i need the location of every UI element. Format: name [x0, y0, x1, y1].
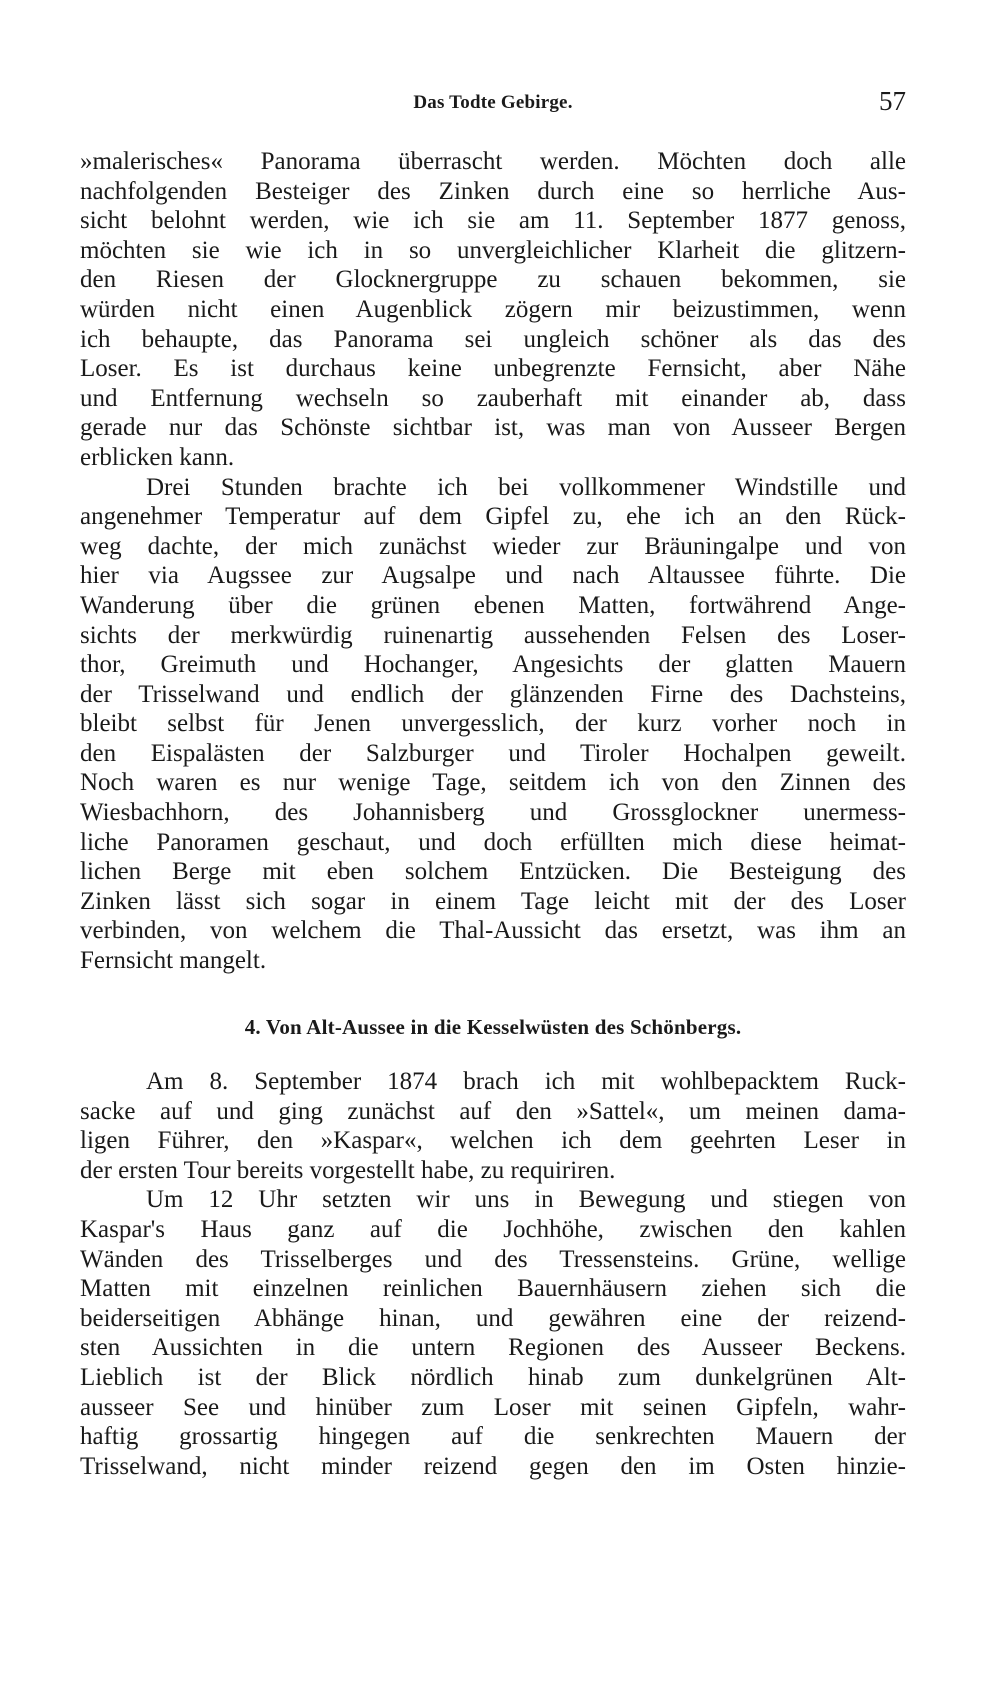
text-line: der Trisselwand und endlich der glänzenden Firne des Dachsteins, [80, 680, 906, 708]
text-line: hier via Augssee zur Augsalpe und nach Altaussee führte. Die [80, 562, 906, 590]
text-line: sicht belohnt werden, wie ich sie am 11. September 1877 genoss, [80, 207, 906, 235]
text-line: Wiesbachhorn, des Johannisberg und Grossglockner unermess- [80, 799, 906, 827]
text-line: weg dachte, der mich zunächst wieder zur Bräuningalpe und von [80, 532, 906, 560]
text-line: »malerisches« Panorama überrascht werden. Möchten doch alle [80, 148, 906, 175]
text-line: sichts der merkwürdig ruinenartig aussehenden Felsen des Loser- [80, 621, 906, 649]
text-line: möchten sie wie ich in so unvergleichlicher Klarheit die glitzern- [80, 236, 906, 264]
text-line: erblicken kann. [80, 443, 235, 471]
body-text-section-2 [80, 1067, 906, 1481]
text-line: Lieblich ist der Blick nördlich hinab zum dunkelgrünen Alt- [80, 1363, 906, 1391]
text-line: beiderseitigen Abhänge hinan, und gewähren eine der reizend- [80, 1304, 906, 1332]
page-number: 57 [879, 86, 906, 116]
text-line: haftig grossartig hingegen auf die senkrechten Mauern der [80, 1423, 906, 1451]
text-line: lichen Berge mit eben solchem Entzücken. Die Besteigung des [80, 858, 906, 886]
text-line: würden nicht einen Augenblick zögern mir beizustimmen, wenn [80, 295, 906, 323]
text-line: angenehmer Temperatur auf dem Gipfel zu, ehe ich an den Rück- [80, 503, 906, 531]
text-line: Zinken lässt sich sogar in einem Tage leicht mit der des Loser [80, 887, 906, 915]
text-line: Um 12 Uhr setzten wir uns in Bewegung und stiegen von [146, 1186, 906, 1214]
text-line: Trisselwand, nicht minder reizend gegen den im Osten hinzie- [80, 1452, 906, 1480]
text-line: sacke auf und ging zunächst auf den »Sattel«, um meinen dama- [80, 1097, 906, 1125]
text-line: nachfolgenden Besteiger des Zinken durch eine so herrliche Aus- [80, 177, 906, 205]
text-line: Wanderung über die grünen ebenen Matten, fortwährend Ange- [80, 591, 906, 619]
text-line: Drei Stunden brachte ich bei vollkommener Windstille und [146, 473, 906, 501]
text-line: Loser. Es ist durchaus keine unbegrenzte Fernsicht, aber Nähe [80, 355, 906, 383]
text-line: den Eispalästen der Salzburger und Tiroler Hochalpen geweilt. [80, 739, 906, 767]
text-line: ligen Führer, den »Kaspar«, welchen ich dem geehrten Leser in [80, 1127, 906, 1155]
text-line: ich behaupte, das Panorama sei ungleich schöner als das des [80, 325, 906, 353]
body-text-section-1 [80, 147, 906, 976]
section-heading: 4. Von Alt-Aussee in die Kesselwüsten des Schönbergs. [244, 1015, 742, 1039]
text-line: Am 8. September 1874 brach ich mit wohlbepacktem Ruck- [146, 1068, 906, 1095]
text-line: gerade nur das Schönste sichtbar ist, was man von Ausseer Bergen [80, 414, 906, 442]
text-line: und Entfernung wechseln so zauberhaft mit einander ab, dass [80, 384, 906, 412]
text-line: Noch waren es nur wenige Tage, seitdem ich von den Zinnen des [80, 769, 906, 797]
text-line: Wänden des Trisselberges und des Tressensteins. Grüne, wellige [80, 1245, 906, 1273]
text-line: den Riesen der Glocknergruppe zu schauen bekommen, sie [80, 266, 906, 294]
text-line: bleibt selbst für Jenen unvergesslich, der kurz vorher noch in [80, 710, 906, 738]
text-line: thor, Greimuth und Hochanger, Angesichts der glatten Mauern [80, 651, 906, 679]
running-header [80, 86, 906, 126]
text-line: der ersten Tour bereits vorgestellt habe, zu requiriren. [80, 1156, 616, 1184]
text-line: ausseer See und hinüber zum Loser mit seinen Gipfeln, wahr- [80, 1393, 906, 1421]
text-line: Fernsicht mangelt. [80, 947, 267, 975]
running-title: Das Todte Gebirge. [413, 92, 573, 113]
text-line: verbinden, von welchem die Thal-Aussicht das ersetzt, was ihm an [80, 917, 906, 945]
text-line: Kaspar's Haus ganz auf die Jochhöhe, zwischen den kahlen [80, 1215, 906, 1243]
text-line: sten Aussichten in die untern Regionen des Ausseer Beckens. [80, 1334, 906, 1362]
text-line: Matten mit einzelnen reinlichen Bauernhäusern ziehen sich die [80, 1275, 906, 1303]
text-line: liche Panoramen geschaut, und doch erfüllten mich diese heimat- [80, 828, 906, 856]
